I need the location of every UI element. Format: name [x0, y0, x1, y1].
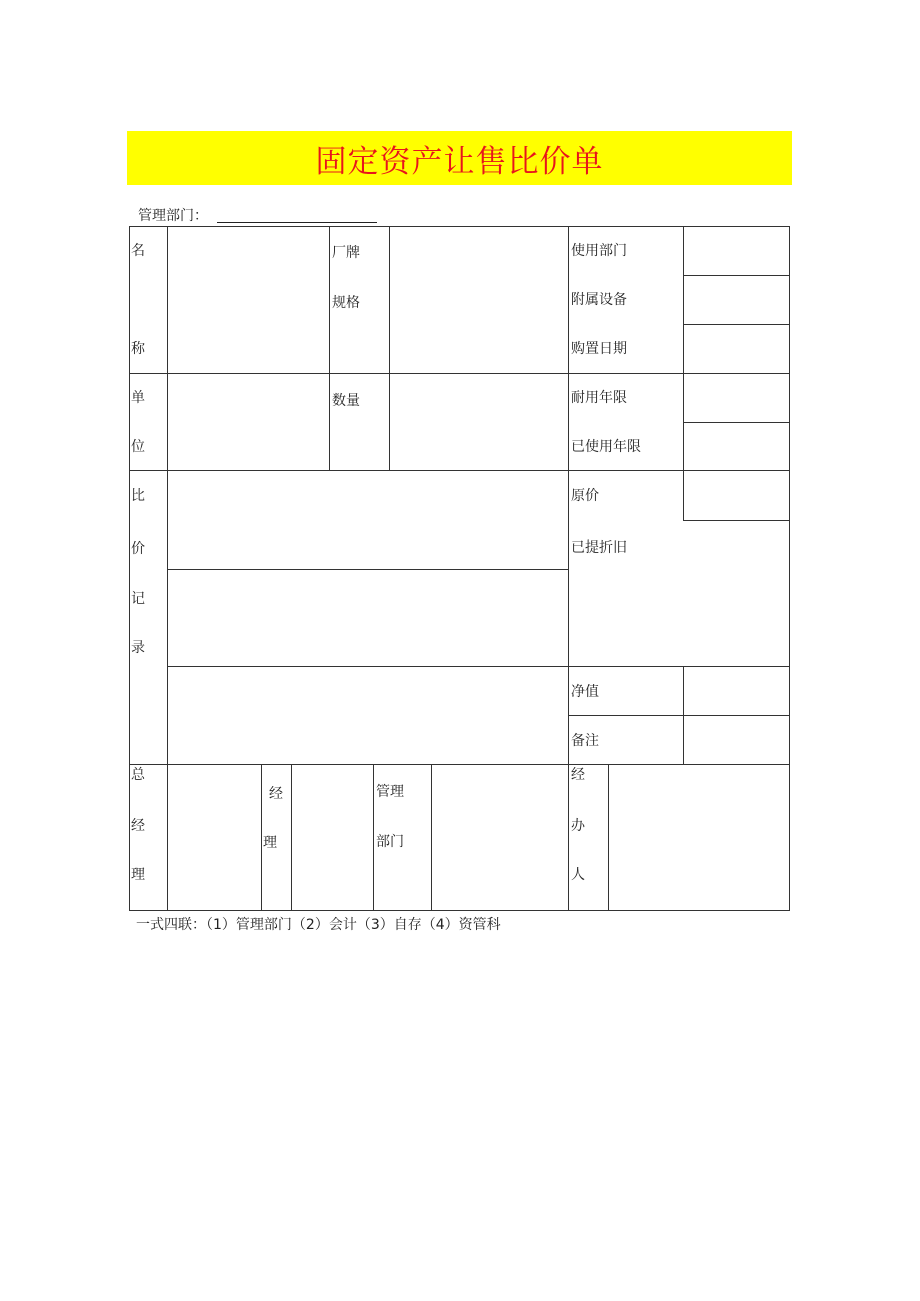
table-border-left: [129, 226, 130, 911]
label-mgr-1: 经: [269, 786, 283, 802]
dept-label: 管理部门：: [138, 208, 208, 224]
label-compare-4: 录: [131, 640, 145, 656]
col-line: [568, 226, 569, 911]
table-border-top: [129, 226, 790, 227]
label-mgmt-2: 部门: [376, 834, 404, 850]
label-compare-1: 比: [131, 488, 145, 504]
row-line: [129, 470, 790, 471]
label-remark: 备注: [571, 733, 599, 749]
col-line: [373, 764, 374, 911]
label-handler-1: 经: [571, 767, 585, 783]
label-handler-3: 人: [571, 867, 585, 883]
col-line: [389, 226, 390, 471]
label-unit-1: 单: [131, 390, 145, 406]
label-net-value: 净值: [571, 684, 599, 700]
label-attached: 附属设备: [571, 292, 627, 308]
row-line: [683, 275, 790, 276]
row-line: [167, 666, 790, 667]
footer-note: 一式四联：（1）管理部门（2）会计（3）自存（4）资管科: [136, 917, 501, 933]
table-border-bottom: [129, 910, 790, 911]
label-spec: 规格: [332, 295, 360, 311]
label-gm-2: 经: [131, 818, 145, 834]
label-durable-years: 耐用年限: [571, 390, 627, 406]
row-line: [129, 764, 790, 765]
label-brand: 厂牌: [332, 245, 360, 261]
label-handler-2: 办: [571, 818, 585, 834]
label-depreciation: 已提折旧: [571, 540, 627, 556]
col-line: [608, 764, 609, 911]
col-line: [431, 764, 432, 911]
label-compare-3: 记: [131, 591, 145, 607]
row-line: [683, 422, 790, 423]
label-use-dept: 使用部门: [571, 243, 627, 259]
label-quantity: 数量: [332, 393, 360, 409]
row-line: [129, 373, 790, 374]
label-mgr-2: 理: [263, 835, 277, 851]
label-name-2: 称: [131, 341, 145, 357]
form-title: 固定资产让售比价单: [315, 143, 604, 180]
col-line: [291, 764, 292, 911]
label-gm-3: 理: [131, 867, 145, 883]
label-compare-2: 价: [131, 541, 145, 557]
col-line: [167, 226, 168, 911]
label-gm-1: 总: [131, 767, 145, 783]
col-line: [683, 666, 684, 765]
col-line: [329, 226, 330, 471]
col-line: [261, 764, 262, 911]
table-border-right: [789, 226, 790, 911]
col-line: [683, 226, 684, 521]
label-name-1: 名: [131, 243, 145, 259]
label-purchase-date: 购置日期: [571, 341, 627, 357]
label-used-years: 已使用年限: [571, 439, 641, 455]
label-original-price: 原价: [571, 488, 599, 504]
row-line: [683, 520, 790, 521]
row-line: [568, 715, 790, 716]
label-unit-2: 位: [131, 439, 145, 455]
row-line: [167, 569, 568, 570]
label-mgmt-1: 管理: [376, 784, 404, 800]
row-line: [683, 324, 790, 325]
